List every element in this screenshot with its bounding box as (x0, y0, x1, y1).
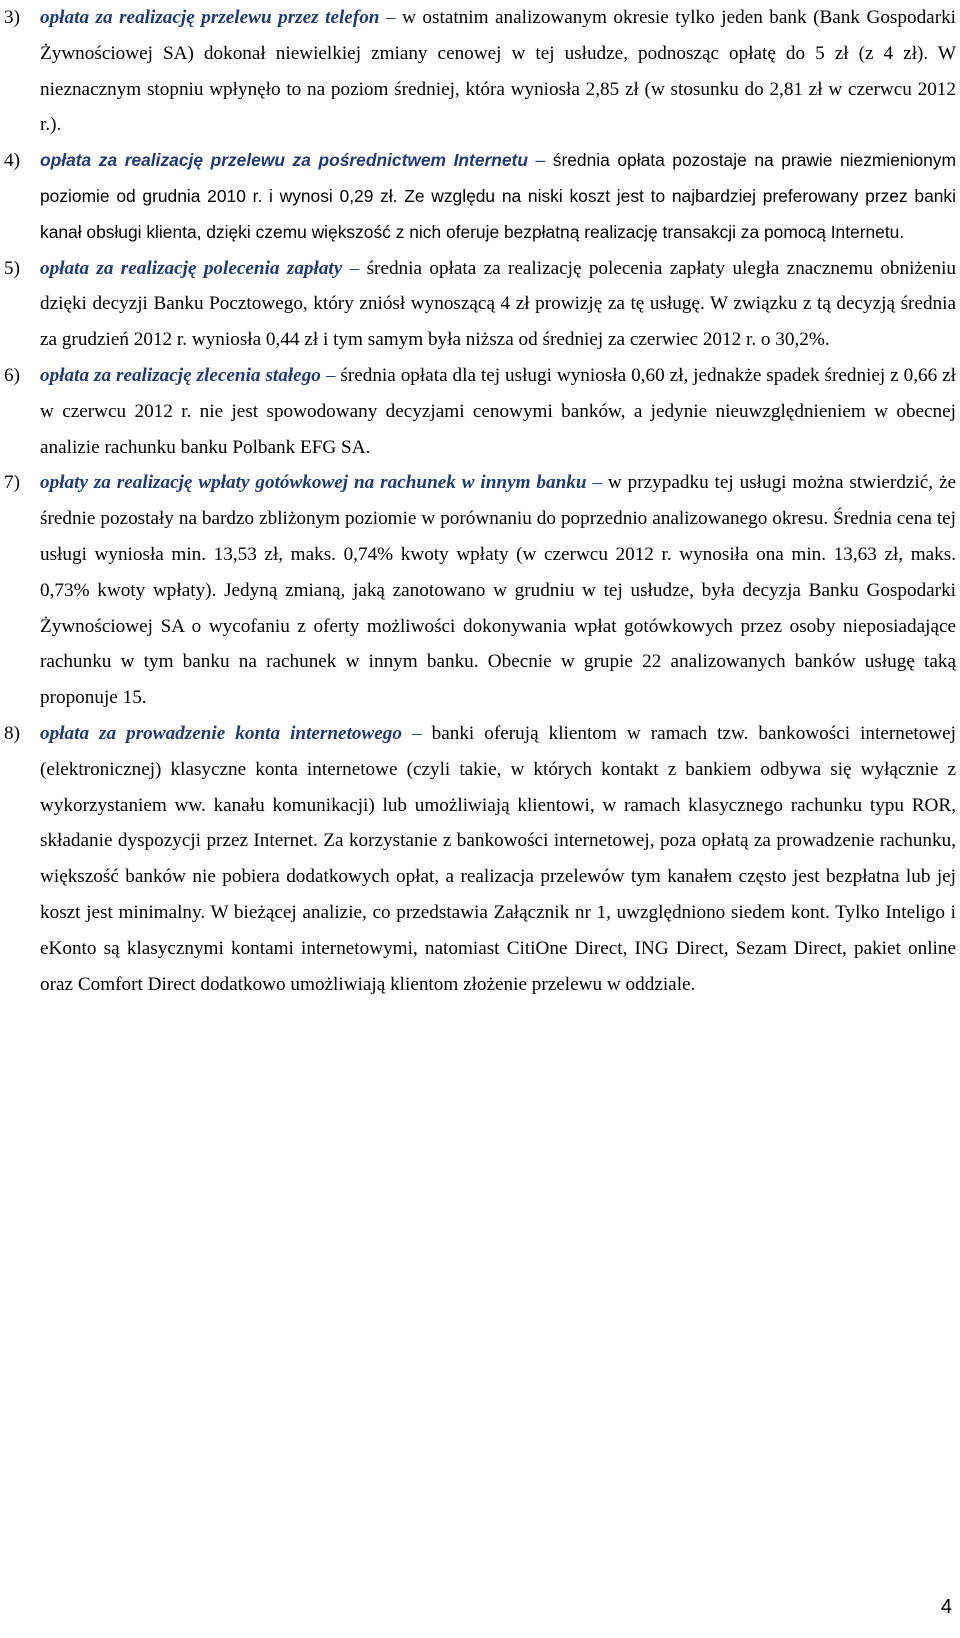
item-term: opłata za prowadzenie konta internetowego (40, 722, 402, 744)
item-number: 7) (4, 472, 20, 494)
page-number: 4 (940, 1596, 952, 1618)
item-dash: – (412, 722, 422, 744)
item-body: średnia opłata pozostaje na prawie niezmienionym poziomie od grudnia 2010 r. i wynosi 0,29 zł. (40, 150, 956, 206)
item-number: 5) (4, 257, 20, 279)
list-item (4, 0, 956, 143)
item-text (40, 716, 956, 1002)
item-body-continued: Ze względu na niski koszt jest to najbardziej preferowany przez banki kanał obsługi klienta, dzięki czemu większość z nich oferuje bezpłatną realizację transakcji za pomocą Internetu. (40, 185, 956, 242)
item-number: 6) (4, 364, 20, 386)
item-number: 3) (4, 7, 20, 28)
list-item (4, 251, 956, 358)
item-term: opłata za realizację zlecenia stałego (40, 364, 321, 386)
item-text (40, 251, 956, 358)
list-item (4, 143, 956, 250)
item-dash: – (535, 150, 546, 171)
item-dash: – (592, 472, 603, 494)
list-item (4, 358, 956, 465)
item-number: 4) (4, 150, 20, 172)
item-text (40, 0, 956, 143)
item-body: średnia opłata za realizację polecenia zapłaty uległa znacznemu obniżeniu dzięki decyzji Banku Pocztowego, który zniósł wynoszącą 4 zł prowizję za tę usługę. W związku z tą decyzją średnia za grudzień 2012 r. wyniosła 0,44 zł i tym samym była niższa od średniej za czerwiec 2012 r. o 30,2%. (40, 257, 956, 351)
list-item (4, 716, 956, 1002)
item-term: opłata za realizację przelewu przez telefon (40, 7, 380, 28)
fee-list (4, 0, 956, 1002)
item-dash: – (385, 7, 396, 28)
item-body: w przypadku tej usługi można stwierdzić, że średnie pozostały na bardzo zbliżonym poziomie w porównaniu do poprzednio analizowanego okresu. Średnia cena tej usługi wyniosła min. 13,53 zł, maks. 0,74% kwoty wpłaty (w czerwcu 2012 r. wynosiła ona min. 13,63 zł, maks. 0,73% kwoty wpłaty). Jedyną zmianą, jaką zanotowano w grudniu w tej usłudze, była decyzja Banku Gospodarki Żywnościowej SA o wycofaniu z oferty możliwości dokonywania wpłat gotówkowych przez osoby nieposiadające rachunku w tym banku na rachunek w innym banku. Obecnie w grupie 22 analizowanych banków usługę taką proponuje 15. (40, 472, 956, 709)
item-body: banki oferują klientom w ramach tzw. bankowości internetowej (elektronicznej) klasyczne konta internetowe (czyli takie, w których kontakt z bankiem odbywa się wyłącznie z wykorzystaniem ww. kanału komunikacji) lub umożliwiają klientowi, w ramach klasycznego rachunku typu ROR, składanie dyspozycji przez Internet. Za korzystanie z bankowości internetowej, poza opłatą za prowadzenie rachunku, większość banków nie pobiera dodatkowych opłat, a realizacja przelewów tym kanałem często jest bezpłatna lub jej koszt jest minimalny. W bieżącej analizie, co przedstawia Załącznik nr 1, uwzględniono siedem kont. Tylko Inteligo i eKonto są klasycznymi kontami internetowymi, natomiast CitiOne Direct, ING Direct, Sezam Direct, pakiet online oraz Comfort Direct dodatkowo umożliwiają klientom złożenie przelewu w oddziale. (40, 722, 956, 995)
list-item (4, 465, 956, 716)
item-dash: – (349, 257, 360, 279)
item-text (40, 465, 956, 716)
item-term: opłaty za realizację wpłaty gotówkowej na rachunek w innym banku (40, 472, 587, 494)
item-text (40, 358, 956, 465)
item-dash: – (325, 364, 336, 386)
item-number: 8) (4, 722, 20, 744)
item-body: w ostatnim analizowanym okresie tylko jeden bank (Bank Gospodarki Żywnościowej SA) dokonał niewielkiej zmiany cenowej w tej usłudze, podnosząc opłatę do 5 zł (z 4 zł). W nieznacznym stopniu wpłynęło to na poziom średniej, która wyniosła 2,85 zł (w stosunku do 2,81 zł w czerwcu 2012 r.). (40, 7, 957, 136)
item-term: opłata za realizację przelewu za pośrednictwem Internetu (40, 150, 528, 171)
item-body: średnia opłata dla tej usługi wyniosła 0,60 zł, jednakże spadek średniej z 0,66 zł w czerwcu 2012 r. nie jest spowodowany decyzjami cenowymi banków, a jedynie nieuwzględnieniem w obecnej analizie rachunku banku Polbank EFG SA. (40, 364, 956, 458)
item-text (40, 143, 956, 250)
item-term: opłata za realizację polecenia zapłaty (40, 257, 343, 279)
